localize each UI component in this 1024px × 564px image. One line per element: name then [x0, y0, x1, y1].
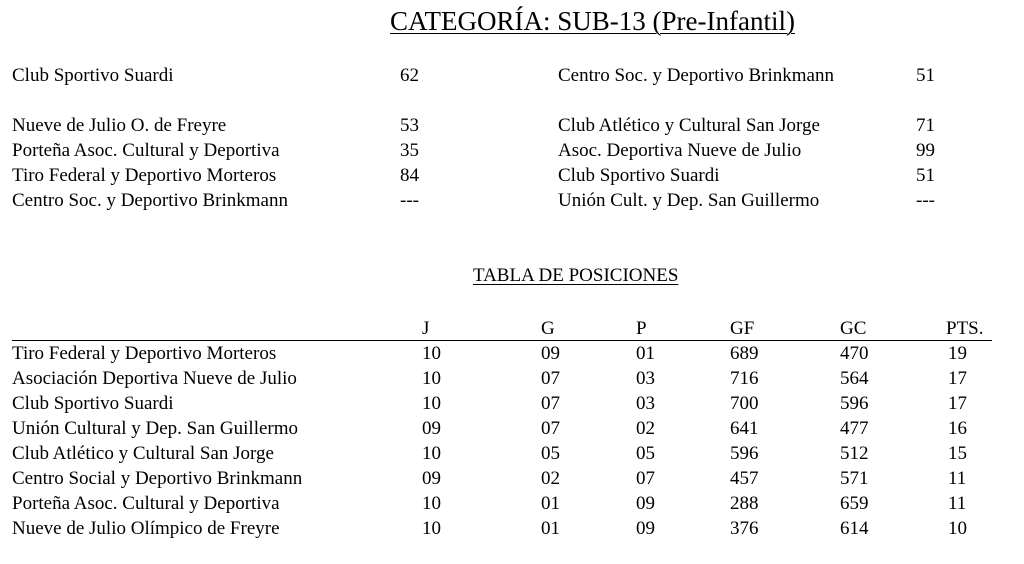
lost-cell: 01 — [636, 343, 655, 364]
won-cell: 02 — [541, 468, 560, 489]
result-row — [558, 138, 958, 163]
header-g: G — [541, 318, 555, 339]
goals-for-cell: 689 — [730, 343, 759, 364]
points-cell: 11 — [948, 468, 967, 489]
result-score: 84 — [400, 165, 419, 186]
table-row — [12, 416, 992, 441]
goals-for-cell: 457 — [730, 468, 759, 489]
team-name: Centro Social y Deportivo Brinkmann — [12, 468, 303, 489]
played-cell: 10 — [422, 518, 441, 539]
result-row — [12, 188, 432, 213]
result-row — [558, 188, 958, 213]
table-row — [12, 491, 992, 516]
lost-cell: 07 — [636, 468, 655, 489]
result-team: Unión Cult. y Dep. San Guillermo — [558, 190, 820, 211]
result-team: Porteña Asoc. Cultural y Deportiva — [12, 140, 280, 161]
goals-against-cell: 470 — [840, 343, 869, 364]
result-row — [558, 113, 958, 138]
team-name: Club Atlético y Cultural San Jorge — [12, 443, 274, 464]
goals-against-cell: 571 — [840, 468, 869, 489]
team-name: Nueve de Julio Olímpico de Freyre — [12, 518, 280, 539]
won-cell: 01 — [541, 518, 560, 539]
points-cell: 10 — [948, 518, 967, 539]
won-cell: 05 — [541, 443, 560, 464]
played-cell: 10 — [422, 443, 441, 464]
goals-for-cell: 288 — [730, 493, 759, 514]
result-score: 53 — [400, 115, 419, 136]
won-cell: 07 — [541, 368, 560, 389]
played-cell: 10 — [422, 368, 441, 389]
goals-for-cell: 596 — [730, 443, 759, 464]
table-row — [12, 341, 992, 366]
lost-cell: 09 — [636, 493, 655, 514]
result-team: Centro Soc. y Deportivo Brinkmann — [12, 190, 288, 211]
result-row — [12, 63, 432, 88]
played-cell: 09 — [422, 418, 441, 439]
points-cell: 19 — [948, 343, 967, 364]
standings-table — [12, 318, 992, 541]
points-cell: 17 — [948, 393, 967, 414]
team-name: Tiro Federal y Deportivo Morteros — [12, 343, 277, 364]
team-name: Club Sportivo Suardi — [12, 393, 174, 414]
goals-against-cell: 596 — [840, 393, 869, 414]
result-score: 51 — [916, 165, 935, 186]
goals-for-cell: 376 — [730, 518, 759, 539]
goals-for-cell: 641 — [730, 418, 759, 439]
result-team: Club Sportivo Suardi — [12, 65, 174, 86]
header-pts: PTS. — [946, 318, 984, 339]
goals-for-cell: 700 — [730, 393, 759, 414]
team-name: Asociación Deportiva Nueve de Julio — [12, 368, 297, 389]
result-score: --- — [916, 190, 935, 211]
goals-against-cell: 614 — [840, 518, 869, 539]
header-p: P — [636, 318, 647, 339]
lost-cell: 03 — [636, 393, 655, 414]
played-cell: 09 — [422, 468, 441, 489]
standings-title: TABLA DE POSICIONES — [473, 265, 679, 286]
team-name: Unión Cultural y Dep. San Guillermo — [12, 418, 299, 439]
page-title: CATEGORÍA: SUB-13 (Pre-Infantil) — [390, 6, 795, 36]
played-cell: 10 — [422, 343, 441, 364]
result-score: 51 — [916, 65, 935, 86]
lost-cell: 05 — [636, 443, 655, 464]
goals-against-cell: 512 — [840, 443, 869, 464]
points-cell: 15 — [948, 443, 967, 464]
won-cell: 07 — [541, 393, 560, 414]
header-j: J — [422, 318, 430, 339]
won-cell: 01 — [541, 493, 560, 514]
table-row — [12, 366, 992, 391]
won-cell: 07 — [541, 418, 560, 439]
result-score: --- — [400, 190, 419, 211]
won-cell: 09 — [541, 343, 560, 364]
result-team: Tiro Federal y Deportivo Morteros — [12, 165, 277, 186]
result-score: 62 — [400, 65, 419, 86]
points-cell: 17 — [948, 368, 967, 389]
goals-against-cell: 564 — [840, 368, 869, 389]
played-cell: 10 — [422, 393, 441, 414]
table-row — [12, 466, 992, 491]
result-team: Nueve de Julio O. de Freyre — [12, 115, 227, 136]
header-gc: GC — [840, 318, 867, 339]
result-row — [12, 113, 432, 138]
played-cell: 10 — [422, 493, 441, 514]
lost-cell: 09 — [636, 518, 655, 539]
result-team: Centro Soc. y Deportivo Brinkmann — [558, 65, 834, 86]
lost-cell: 03 — [636, 368, 655, 389]
goals-for-cell: 716 — [730, 368, 759, 389]
result-score: 99 — [916, 140, 935, 161]
table-row — [12, 441, 992, 466]
result-row — [12, 163, 432, 188]
result-row — [558, 63, 958, 88]
standings-header — [12, 318, 992, 341]
result-team: Asoc. Deportiva Nueve de Julio — [558, 140, 802, 161]
goals-against-cell: 659 — [840, 493, 869, 514]
goals-against-cell: 477 — [840, 418, 869, 439]
result-score: 71 — [916, 115, 935, 136]
result-team: Club Sportivo Suardi — [558, 165, 720, 186]
table-row — [12, 391, 992, 416]
points-cell: 11 — [948, 493, 967, 514]
team-name: Porteña Asoc. Cultural y Deportiva — [12, 493, 280, 514]
result-score: 35 — [400, 140, 419, 161]
result-team: Club Atlético y Cultural San Jorge — [558, 115, 820, 136]
table-row — [12, 516, 992, 541]
points-cell: 16 — [948, 418, 967, 439]
lost-cell: 02 — [636, 418, 655, 439]
result-row — [558, 163, 958, 188]
standings-body — [12, 341, 992, 541]
header-gf: GF — [730, 318, 755, 339]
result-row — [12, 138, 432, 163]
